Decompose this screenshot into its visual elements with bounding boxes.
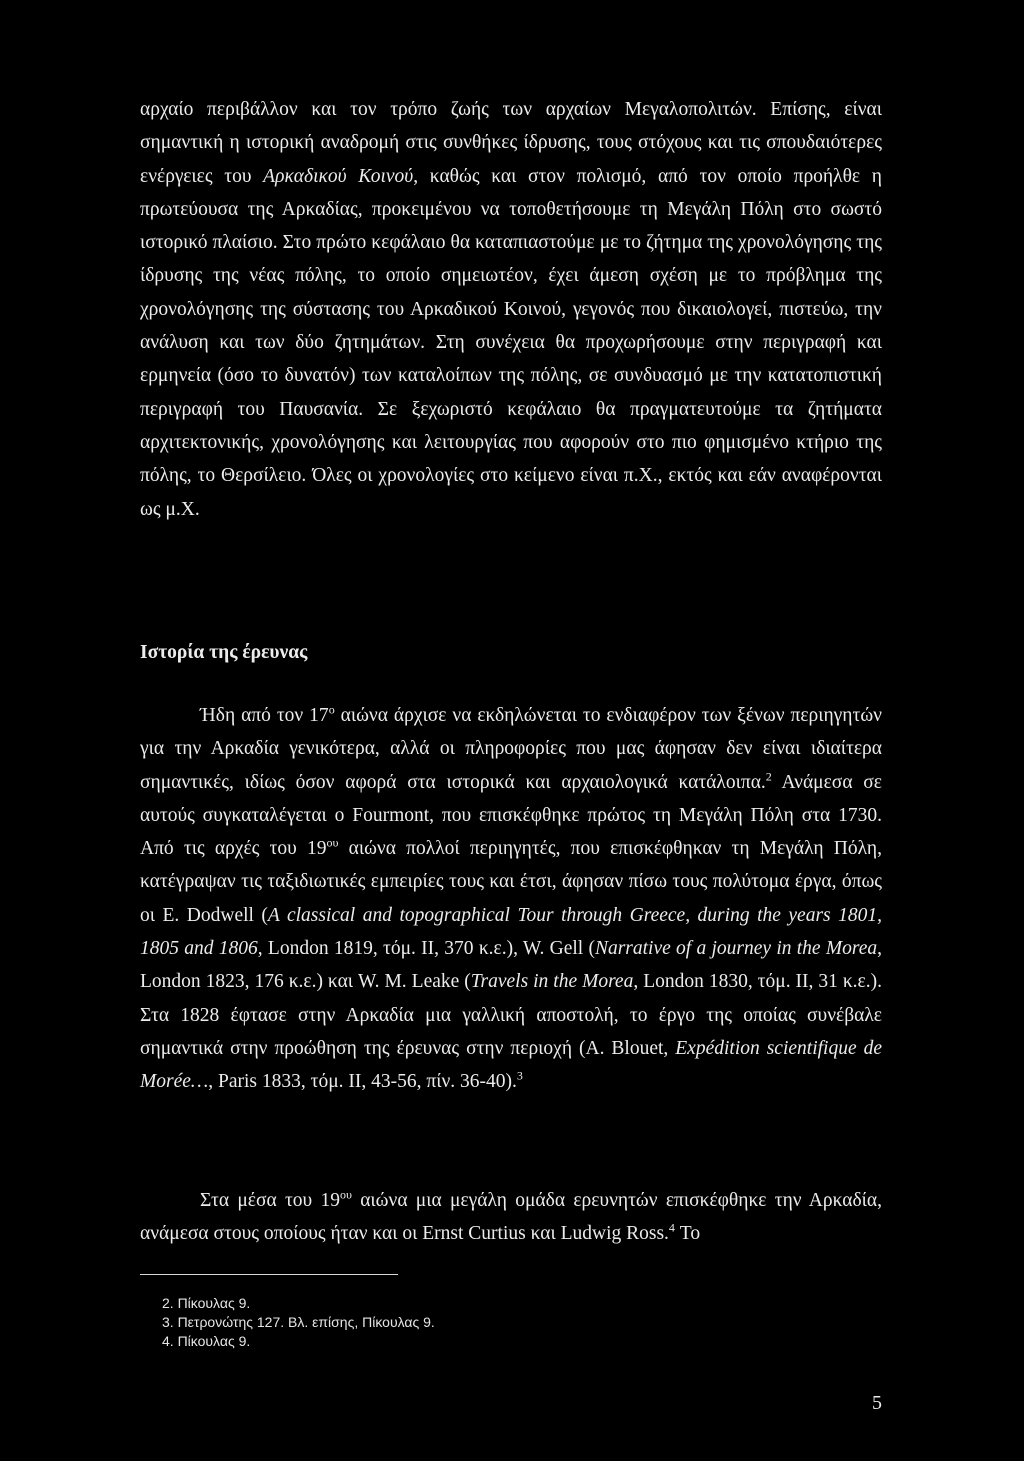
text-run: , καθώς και στον πολισμό, από τον οποίο προήλθε η πρωτεύουσα της Αρκαδίας, προκειμένου να τοποθετήσουμε τη Μεγάλη Πόλη στο σωστό ιστορικό πλαίσιο. Στο πρώτο κεφάλαιο θα καταπιαστούμε με το ζήτημα της χρονολόγησης της ίδρυσης της νέας πόλης, το οποίο σημειωτέον, έχει άμεση σχέση με το πρόβλημα της χρονολόγησης της σύστασης του Αρκαδικού Κοινού, γεγονός που δικαιολογεί, πιστεύω, την ανάλυση και των δύο ζητημάτων. Στη συνέχεια θα προχωρήσουμε στην περιγραφή και ερμηνεία (όσο το δυνατόν) των καταλοίπων της πόλης, σε συνδυασμό με την κατατοπιστική περιγραφή του Παυσανία. Σε ξεχωριστό κεφάλαιο θα πραγματευτούμε τα ζητήματα αρχιτεκτονικής, χρονολόγησης και λειτουργίας που αφορούν στο πιο φημισμένο κτήριο της πόλης, το Θερσίλειο. Όλες οι χρονολογίες στο κείμενο είναι π.Χ., εκτός και εάν αναφέρονται ως μ.Χ. <box>140 165 882 520</box>
text-run: , London 1823, 176 κ.ε.) και W. M. Leake ( <box>140 938 882 993</box>
footnote-item: 4. Πίκουλας 9. <box>162 1333 251 1349</box>
text-run: αιώνα άρχισε να εκδηλώνεται το ενδιαφέρον των ξένων περιηγητών για την Αρκαδία γενικότερα, αλλά οι πληροφορίες που μας άφησαν δεν είναι ιδιαίτερα σημαντικές, ιδίως όσον αφορά στα ιστορικά και αρχαιολογικά κατάλοιπα. <box>140 705 882 793</box>
text-run: αιώνα πολλοί περιηγητές, που επισκέφθηκαν τη Μεγάλη Πόλη, κατέγραψαν τις ταξιδιωτικές εμπειρίες τους και έτσι, άφησαν πίσω τους πολύτομα έργα, όπως οι E. Dodwell ( <box>140 838 882 926</box>
footnote-ref-2[interactable]: 2 <box>765 769 772 784</box>
section-heading: Ιστορία της έρευνας <box>140 642 308 663</box>
text-run: Ήδη από τον 17 <box>200 705 329 726</box>
footnote-divider <box>140 1274 398 1275</box>
book-title: A classical and topographical Tour through Greece, during the years 1801, 1805 and 1806 <box>140 904 882 960</box>
footnotes <box>162 1294 435 1351</box>
text-run: αρχαίο περιβάλλον και τον τρόπο ζωής των αρχαίων Μεγαλοπολιτών. Επίσης, είναι σημαντική η ιστορική αναδρομή στις συνθήκες ίδρυσης, τους στόχους και τις σπουδαιότερες ενέργειες του <box>140 99 882 187</box>
ordinal-superscript: ου <box>339 1187 352 1202</box>
ordinal-superscript: ου <box>326 835 339 850</box>
text-run: αιώνα μια μεγάλη ομάδα ερευνητών επισκέφθηκε την Αρκαδία, ανάμεσα στους οποίους ήταν και οι Ernst Curtius και Ludwig Ross. <box>140 1190 882 1245</box>
research-history-paragraph <box>140 699 882 1099</box>
book-title: Narrative of a journey in the Morea <box>594 938 878 960</box>
footnote-item: 3. Πετρονώτης 127. Βλ. επίσης, Πίκουλας 9. <box>162 1314 435 1330</box>
text-run: , London 1830, τόμ. II, 31 κ.ε.). Στα 1828 έφτασε στην Αρκαδία μια γαλλική αποστολή, το έργο της οποίας συνέβαλε σημαντικά στην προώθηση της έρευνας στην περιοχή (A. Blouet, <box>140 971 882 1059</box>
ordinal-superscript: ο <box>328 702 335 717</box>
book-title: Travels in the Morea <box>470 971 634 993</box>
italic-term: Αρκαδικού Κοινού <box>263 165 414 187</box>
text-run: Στα μέσα του 19 <box>200 1190 340 1211</box>
text-run: Το <box>674 1223 701 1245</box>
text-run: , London 1819, τόμ. II, 370 κ.ε.), W. Gell ( <box>257 938 595 960</box>
book-title: Expédition scientifique de Morée… <box>140 1037 882 1093</box>
text-run: Ανάμεσα σε αυτούς συγκαταλέγεται ο Fourmont, που επισκέφθηκε πρώτος τη Μεγάλη Πόλη στα 1730. Από τις αρχές του 19 <box>140 771 882 860</box>
text-run: , Paris 1833, τόμ. II, 43-56, πίν. 36-40). <box>208 1071 517 1093</box>
footnote-ref-4[interactable]: 4 <box>668 1220 675 1235</box>
intro-paragraph <box>140 93 882 526</box>
footnote-ref-3[interactable]: 3 <box>516 1068 523 1083</box>
mid-century-paragraph <box>140 1184 882 1251</box>
page-number: 5 <box>872 1392 882 1414</box>
footnote-item: 2. Πίκουλας 9. <box>162 1295 251 1311</box>
